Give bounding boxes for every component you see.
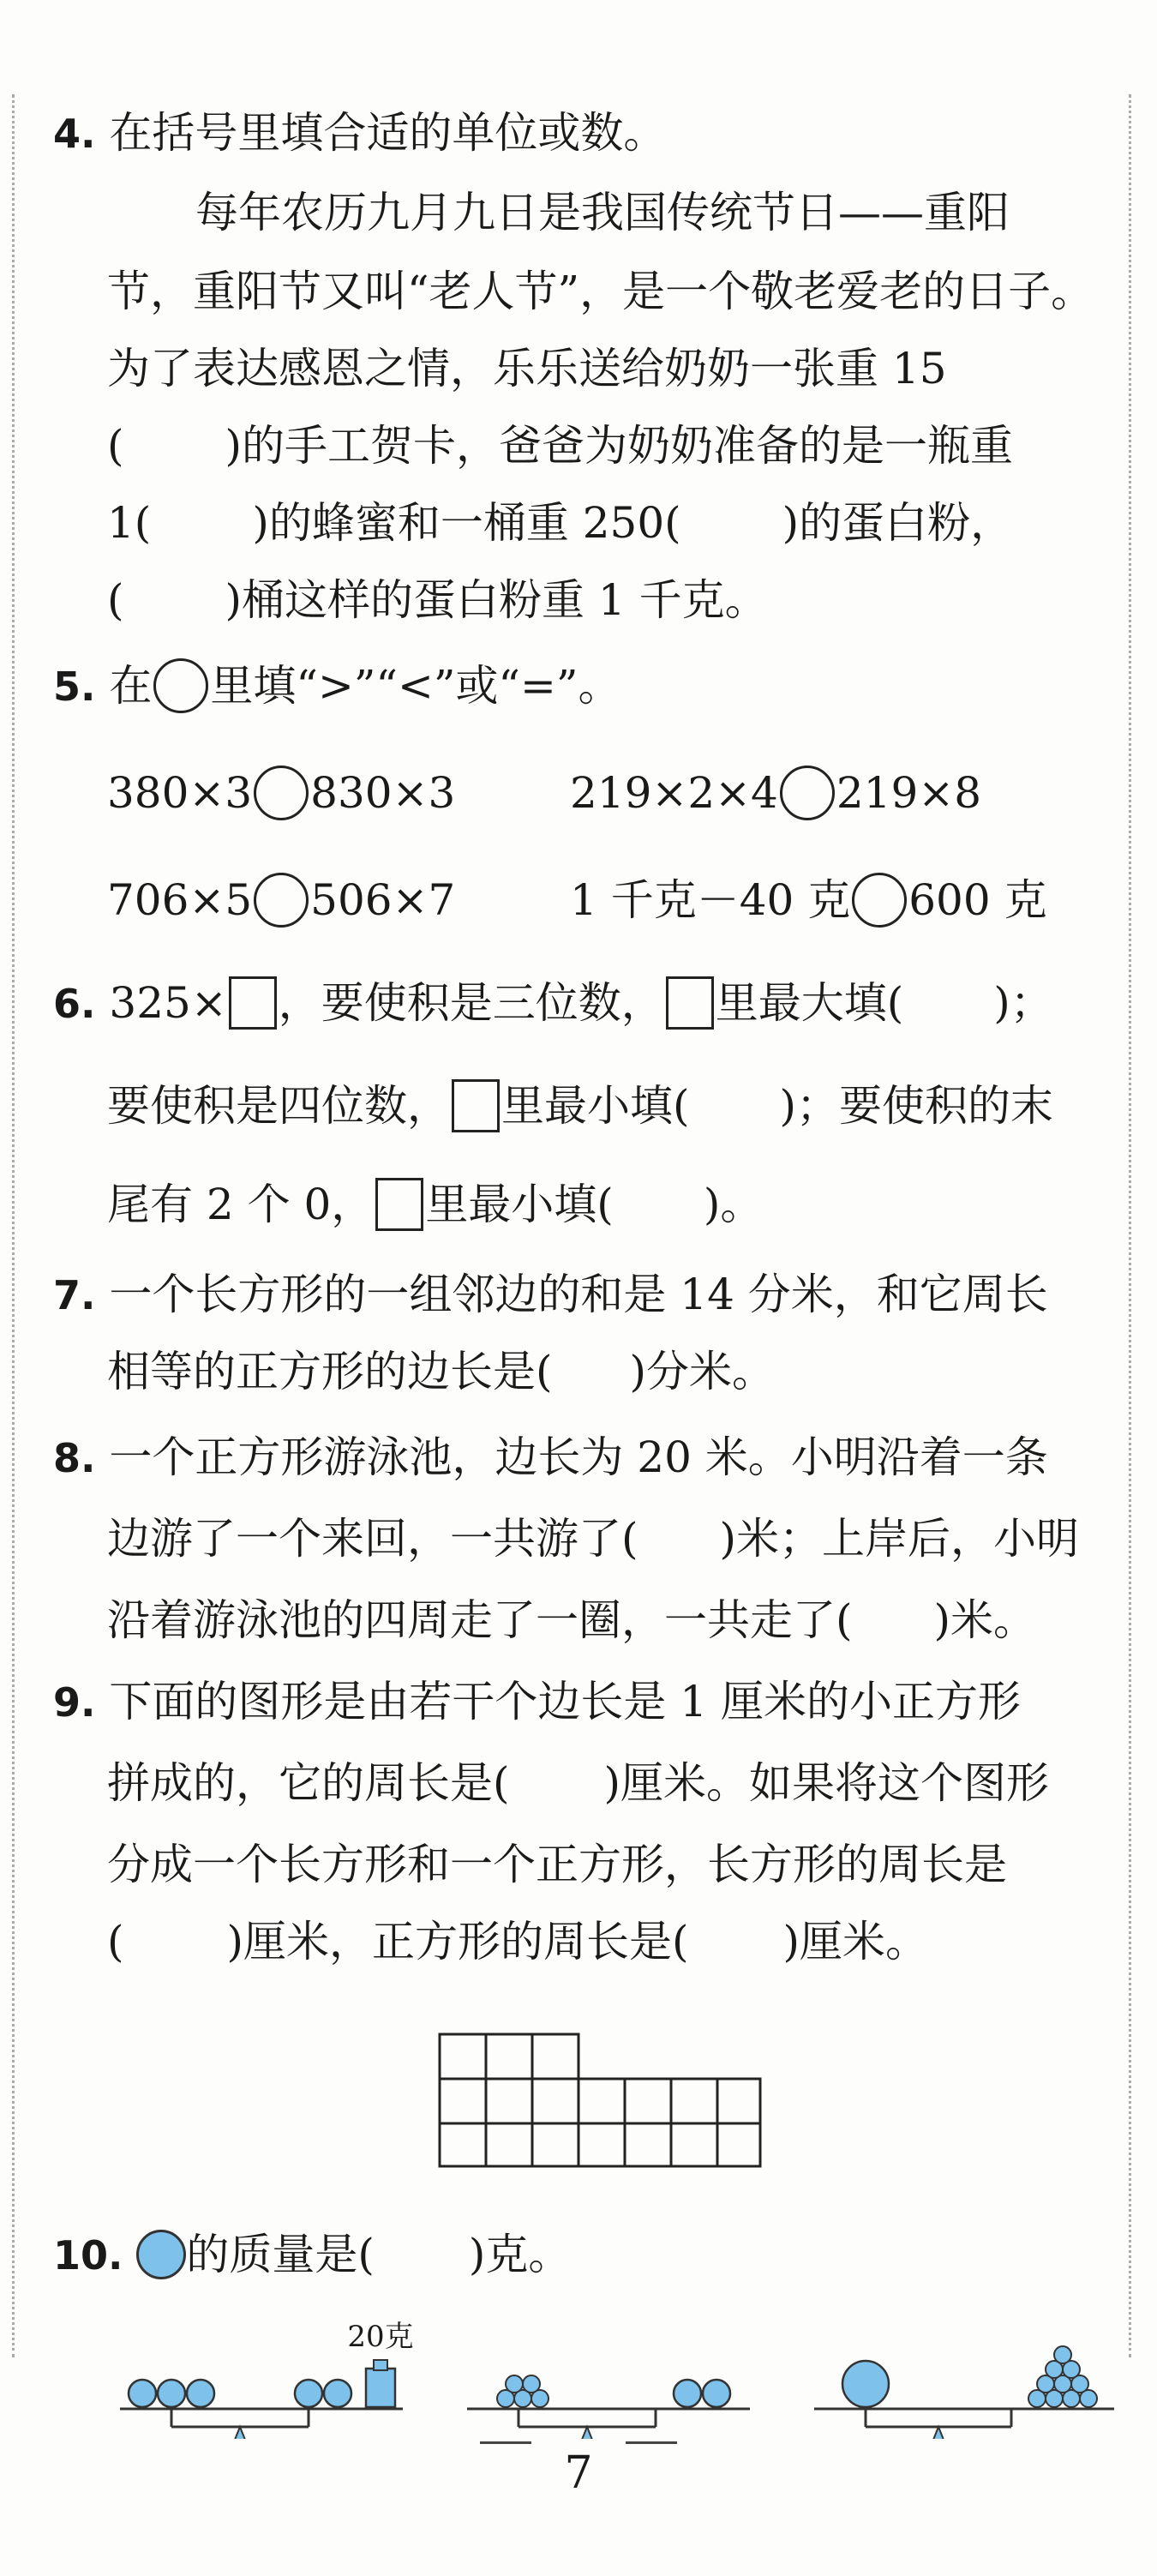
blue-ball — [187, 2380, 214, 2407]
q5-c4-left: 1 千克－40 克 — [570, 875, 851, 925]
weight-handle — [374, 2360, 387, 2370]
q7-line-2 — [107, 1329, 775, 1414]
q6-line-1 — [53, 960, 1053, 1046]
q7-line-1 — [53, 1252, 1048, 1337]
page-number: 7 — [564, 2447, 593, 2499]
grid-cell — [486, 2123, 532, 2166]
grid-cell — [532, 2034, 578, 2079]
q9-l2-b: )厘米。如果将这个图形 — [603, 1758, 1050, 1808]
q5-title-line — [53, 643, 620, 729]
grid-cell — [578, 2079, 625, 2123]
q8-l3-a: 沿着游泳池的四周走了一圈，一共走了( — [107, 1595, 853, 1645]
q8-l2-b: )米；上岸后，小明 — [719, 1514, 1080, 1564]
balance-scale-1 — [120, 2320, 414, 2439]
q4-paren-open-2: ( — [107, 575, 124, 625]
q6-l3-b: 里最小填( — [425, 1180, 614, 1229]
q8-l2-a: 边游了一个来回，一共游了( — [107, 1514, 638, 1564]
right-margin-rule — [1129, 94, 1131, 2357]
q7-number: 7. — [53, 1272, 96, 1318]
q8-l3-b: )米。 — [933, 1595, 1037, 1645]
q9-l1: 下面的图形是由若干个边长是 1 厘米的小正方形 — [109, 1677, 1021, 1726]
q4-line-4 — [107, 403, 1013, 489]
q6-l3-a: 尾有 2 个 0， — [107, 1180, 375, 1229]
grid-cell — [578, 2123, 625, 2166]
blue-ball-icon — [136, 2230, 186, 2279]
q8-l1: 一个正方形游泳池，边长为 20 米。小明沿着一条 — [109, 1432, 1048, 1482]
grid-cell — [486, 2079, 532, 2123]
q8-line-1 — [53, 1414, 1048, 1500]
fulcrum — [928, 2427, 949, 2439]
q4-line-6-text: )桶这样的蛋白粉重 1 千克。 — [225, 575, 768, 625]
q9-line-1 — [53, 1659, 1021, 1744]
grid-cell — [440, 2079, 486, 2123]
q5-c2-right: 219×8 — [836, 768, 981, 818]
weight-label: 20克 — [347, 2320, 414, 2354]
q5-number: 5. — [53, 664, 96, 710]
q7-l2-a: 相等的正方形的边长是( — [107, 1347, 553, 1396]
q5-c1-right: 830×3 — [310, 768, 456, 818]
balance-scale-3 — [814, 2346, 1114, 2439]
grid-cell — [532, 2079, 578, 2123]
fulcrum — [230, 2427, 250, 2439]
q4-title-line — [53, 90, 666, 176]
q4-line-6 — [107, 557, 768, 643]
q6-box-3 — [452, 1079, 500, 1132]
q6-l3-c: )。 — [703, 1180, 764, 1229]
footer-dash-right — [626, 2441, 677, 2444]
small-ball — [1054, 2346, 1071, 2363]
weight-block — [366, 2369, 395, 2407]
q8-number: 8. — [53, 1435, 96, 1481]
blue-ball — [674, 2380, 701, 2407]
q9-line-4 — [107, 1899, 928, 1985]
q9-l4-a: ( — [107, 1917, 124, 1967]
q7-l1: 一个长方形的一组邻边的和是 14 分米，和它周长 — [109, 1270, 1048, 1319]
q4-line-5-start: 1( — [107, 498, 152, 548]
q5-c4-right: 600 克 — [908, 875, 1047, 925]
q6-l1-c: 里最大填( — [715, 978, 904, 1028]
blue-ball — [158, 2380, 185, 2407]
q9-number: 9. — [53, 1679, 96, 1726]
q5-c3-right: 506×7 — [310, 875, 456, 925]
blue-ball — [703, 2380, 730, 2407]
q6-l1-d: )； — [993, 978, 1053, 1028]
q4-paren-open: ( — [107, 421, 124, 471]
q5-c2-circle[interactable] — [780, 766, 835, 820]
q5-c4-circle[interactable] — [852, 873, 907, 928]
blue-ball — [295, 2380, 322, 2407]
q10-balance-figures — [111, 2302, 1140, 2439]
q4-number: 4. — [53, 111, 96, 157]
q9-l4-b: )厘米，正方形的周长是( — [226, 1917, 689, 1967]
grid-cell — [625, 2079, 671, 2123]
q6-l2-b: 里最小填( — [501, 1081, 690, 1131]
small-ball — [506, 2375, 523, 2393]
grid-cell — [440, 2123, 486, 2166]
q4-line-5-mid: )的蜂蜜和一桶重 250( — [252, 498, 681, 548]
grid-cell — [625, 2123, 671, 2166]
q10-title-line — [53, 2212, 571, 2297]
q6-l2-c: )；要使积的末 — [779, 1081, 1054, 1131]
q10-title-b: )克。 — [468, 2230, 572, 2279]
q9-line-2 — [107, 1740, 1049, 1826]
q4-line-5-end: )的蛋白粉， — [782, 498, 1014, 548]
q6-number: 6. — [53, 981, 96, 1027]
q6-l1-a: 325× — [109, 978, 227, 1028]
q8-line-3 — [107, 1577, 1036, 1663]
q6-line-3 — [107, 1162, 763, 1247]
q9-l4-c: )厘米。 — [782, 1917, 929, 1967]
grid-cell — [671, 2079, 717, 2123]
q5-c2-left: 219×2×4 — [570, 768, 778, 818]
grid-cell — [440, 2034, 486, 2079]
large-ball — [842, 2361, 889, 2407]
q9-grid-figure — [437, 2032, 763, 2169]
fulcrum — [577, 2427, 597, 2439]
q4-title: 在括号里填合适的单位或数。 — [109, 108, 667, 158]
q9-l2-a: 拼成的，它的周长是( — [107, 1758, 510, 1808]
left-margin-rule — [12, 94, 15, 2357]
q9-line-3: 分成一个长方形和一个正方形，长方形的周长是 — [107, 1840, 1007, 1889]
q6-box-2 — [666, 976, 714, 1030]
q5-title-circle — [153, 658, 208, 713]
grid-cell — [486, 2034, 532, 2079]
q5-c1-left: 380×3 — [107, 768, 253, 818]
small-ball — [523, 2375, 540, 2393]
footer-dash-left — [480, 2441, 531, 2444]
q5-c3-left: 706×5 — [107, 875, 253, 925]
q5-compare-1 — [107, 750, 455, 836]
q6-l1-b: ，要使积是三位数， — [278, 978, 664, 1028]
q4-line-3: 为了表达感恩之情，乐乐送给奶奶一张重 15 — [107, 344, 947, 393]
grid-cell — [717, 2123, 760, 2166]
grid-cell — [671, 2123, 717, 2166]
q10-number: 10. — [53, 2232, 123, 2279]
q8-line-2 — [107, 1496, 1079, 1582]
q4-line-4-text: )的手工贺卡，爸爸为奶奶准备的是一瓶重 — [225, 421, 1014, 471]
q7-l2-b: )分米。 — [629, 1347, 776, 1396]
q6-line-2 — [107, 1063, 1053, 1149]
q4-line-5 — [107, 480, 1013, 566]
q5-c3-circle[interactable] — [254, 873, 309, 928]
q6-l2-a: 要使积是四位数， — [107, 1081, 450, 1131]
q6-box-4 — [375, 1178, 423, 1231]
q4-line-1: 每年农历九月九日是我国传统节日——重阳 — [195, 188, 1010, 237]
blue-ball — [129, 2380, 156, 2407]
q5-title-start: 在 — [109, 661, 153, 711]
q5-title-end: 里填“>”“<”或“=”。 — [210, 661, 621, 711]
q5-compare-3 — [107, 857, 455, 943]
balance-scale-2 — [467, 2375, 750, 2439]
q6-box-1 — [229, 976, 277, 1030]
q4-line-2: 节，重阳节又叫“老人节”，是一个敬老爱老的日子。 — [107, 267, 1094, 316]
grid-cell — [532, 2123, 578, 2166]
q5-compare-2 — [570, 750, 981, 836]
q5-compare-4 — [570, 857, 1047, 943]
blue-ball — [324, 2380, 351, 2407]
q10-title-a: 的质量是( — [186, 2230, 375, 2279]
q5-c1-circle[interactable] — [254, 766, 309, 820]
grid-cell — [717, 2079, 760, 2123]
